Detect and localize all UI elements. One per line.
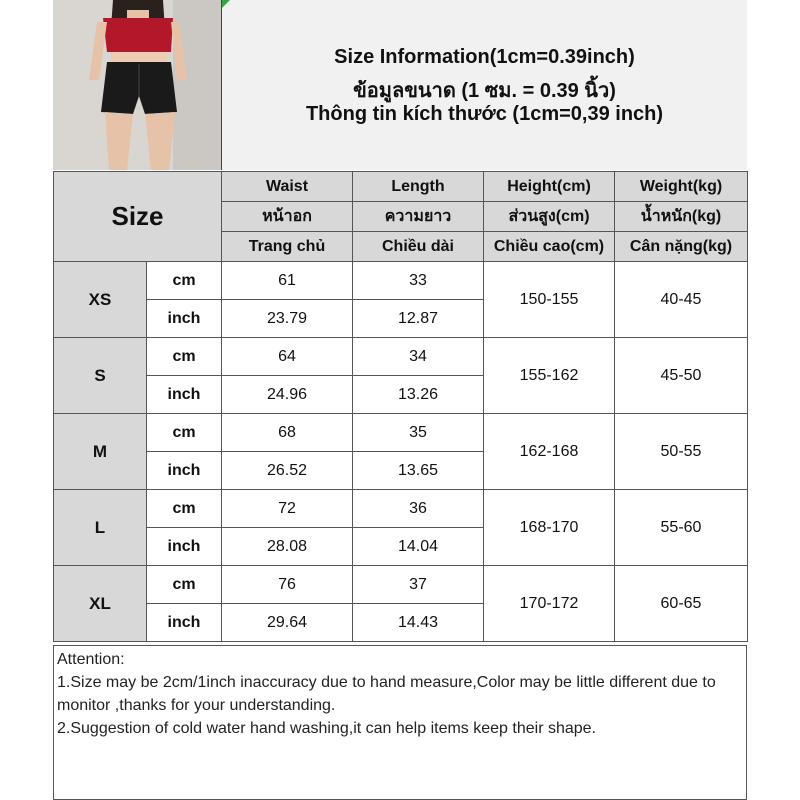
col-header-waist-vi: Trang chủ bbox=[222, 232, 353, 262]
waist-cm-m: 68 bbox=[222, 414, 353, 452]
col-header-length-en: Length bbox=[353, 172, 484, 202]
unit-inch: inch bbox=[147, 452, 222, 490]
unit-cm: cm bbox=[147, 262, 222, 300]
height-s: 155-162 bbox=[484, 338, 615, 414]
height-l: 168-170 bbox=[484, 490, 615, 566]
col-header-weight-th: น้ำหนัก(kg) bbox=[615, 202, 748, 232]
col-header-weight-en: Weight(kg) bbox=[615, 172, 748, 202]
size-name-xs: XS bbox=[54, 262, 147, 338]
length-cm-l: 36 bbox=[353, 490, 484, 528]
unit-inch: inch bbox=[147, 528, 222, 566]
waist-cm-s: 64 bbox=[222, 338, 353, 376]
col-header-length-th: ความยาว bbox=[353, 202, 484, 232]
attention-notes bbox=[53, 645, 747, 800]
weight-s: 45-50 bbox=[615, 338, 748, 414]
height-m: 162-168 bbox=[484, 414, 615, 490]
length-inch-l: 14.04 bbox=[353, 528, 484, 566]
unit-cm: cm bbox=[147, 414, 222, 452]
notes-title: Attention: bbox=[57, 651, 125, 668]
col-header-waist-en: Waist bbox=[222, 172, 353, 202]
unit-cm: cm bbox=[147, 490, 222, 528]
weight-xl: 60-65 bbox=[615, 566, 748, 642]
col-header-waist-th: หน้าอก bbox=[222, 202, 353, 232]
length-inch-s: 13.26 bbox=[353, 376, 484, 414]
size-name-l: L bbox=[54, 490, 147, 566]
height-xl: 170-172 bbox=[484, 566, 615, 642]
waist-inch-m: 26.52 bbox=[222, 452, 353, 490]
size-name-xl: XL bbox=[54, 566, 147, 642]
waist-cm-l: 72 bbox=[222, 490, 353, 528]
waist-inch-xl: 29.64 bbox=[222, 604, 353, 642]
length-inch-xl: 14.43 bbox=[353, 604, 484, 642]
size-name-s: S bbox=[54, 338, 147, 414]
header-title-th: ข้อมูลขนาด (1 ซม. = 0.39 นิ้ว) bbox=[353, 80, 616, 102]
waist-cm-xl: 76 bbox=[222, 566, 353, 604]
waist-inch-xs: 23.79 bbox=[222, 300, 353, 338]
length-cm-xl: 37 bbox=[353, 566, 484, 604]
weight-m: 50-55 bbox=[615, 414, 748, 490]
size-column-header: Size bbox=[54, 172, 222, 262]
unit-inch: inch bbox=[147, 604, 222, 642]
note-line-2: 2.Suggestion of cold water hand washing,it can help items keep their shape. bbox=[57, 720, 596, 737]
corner-marker-icon bbox=[222, 0, 232, 10]
waist-inch-s: 24.96 bbox=[222, 376, 353, 414]
size-chart-header bbox=[53, 0, 747, 171]
col-header-weight-vi: Cân nặng(kg) bbox=[615, 232, 748, 262]
length-cm-s: 34 bbox=[353, 338, 484, 376]
model-photo-icon bbox=[53, 0, 221, 170]
size-name-m: M bbox=[54, 414, 147, 490]
unit-inch: inch bbox=[147, 300, 222, 338]
unit-cm: cm bbox=[147, 338, 222, 376]
waist-cm-xs: 61 bbox=[222, 262, 353, 300]
height-xs: 150-155 bbox=[484, 262, 615, 338]
col-header-height-en: Height(cm) bbox=[484, 172, 615, 202]
note-line-1: 1.Size may be 2cm/1inch inaccuracy due to hand measure,Color may be little different due to monitor ,thanks for your understanding. bbox=[57, 674, 716, 714]
size-table bbox=[53, 171, 748, 642]
header-title-vi: Thông tin kích thước (1cm=0,39 inch) bbox=[305, 103, 664, 125]
length-cm-m: 35 bbox=[353, 414, 484, 452]
header-title-en: Size Information(1cm=0.39inch) bbox=[334, 46, 635, 68]
col-header-height-vi: Chiều cao(cm) bbox=[484, 232, 615, 262]
waist-inch-l: 28.08 bbox=[222, 528, 353, 566]
length-inch-m: 13.65 bbox=[353, 452, 484, 490]
unit-inch: inch bbox=[147, 376, 222, 414]
col-header-height-th: ส่วนสูง(cm) bbox=[484, 202, 615, 232]
size-info-header bbox=[221, 0, 747, 170]
size-chart-sheet bbox=[53, 0, 747, 800]
length-cm-xs: 33 bbox=[353, 262, 484, 300]
weight-xs: 40-45 bbox=[615, 262, 748, 338]
col-header-length-vi: Chiều dài bbox=[353, 232, 484, 262]
weight-l: 55-60 bbox=[615, 490, 748, 566]
length-inch-xs: 12.87 bbox=[353, 300, 484, 338]
unit-cm: cm bbox=[147, 566, 222, 604]
